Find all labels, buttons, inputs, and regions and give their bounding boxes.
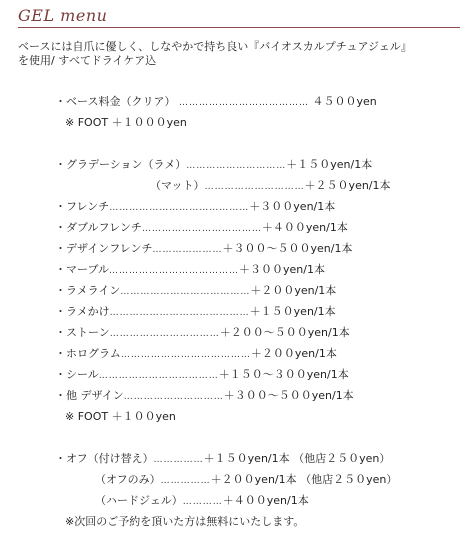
- menu-label: ・マーブル: [55, 263, 110, 276]
- menu-row: [55, 284, 336, 299]
- menu-row: [55, 158, 372, 173]
- menu-leader: …………………………: [204, 182, 305, 192]
- menu-label: ・ダブルフレンチ: [55, 221, 142, 234]
- menu-label: ・他 デザイン: [55, 389, 124, 402]
- menu-price: ＋３００yen/1本: [239, 263, 325, 276]
- menu-label: ・ホログラム: [55, 347, 121, 360]
- off-row: [95, 473, 397, 488]
- menu-label: ・ラメかけ: [55, 305, 110, 318]
- menu-price: ＋２００～５００yen/1本: [219, 326, 350, 339]
- menu-row: [55, 221, 348, 236]
- menu-row: [55, 347, 337, 362]
- off-label: （ハードジェル）: [95, 494, 183, 507]
- menu-price: ＋３００～５００yen/1本: [222, 242, 353, 255]
- menu-label: ・ラメライン: [55, 284, 121, 297]
- menu-label: ・シール: [55, 368, 99, 381]
- menu-label: ・ストーン: [55, 326, 110, 339]
- base-leader: …………………………………: [178, 98, 309, 108]
- intro-line-2: を使用/ すべてドライケア込: [18, 54, 157, 67]
- menu-row: [150, 179, 391, 194]
- menu-price: ＋３００yen/1本: [249, 200, 336, 213]
- page-title: GEL menu: [18, 6, 108, 25]
- intro-line-1: ベースには自爪に優しく、しなやかで持ち良い『バイオスカルプチュアジェル』: [18, 40, 412, 53]
- menu-price: ＋２００yen/1本: [250, 284, 337, 297]
- menu-price: ＋１５０～３００yen/1本: [218, 368, 349, 381]
- off-price: ＋４００yen/1本: [222, 494, 309, 507]
- menu-row: [55, 242, 352, 257]
- menu-leader: …………………………………: [120, 287, 251, 297]
- intro-text: [18, 40, 468, 68]
- menu-leader: ……………………………………: [109, 203, 250, 213]
- menu-row: [55, 368, 349, 383]
- menu-leader: …………………………………: [109, 266, 240, 276]
- menu-price: ＋３００～５００yen/1本: [223, 389, 354, 402]
- menu-leader: ………………………………: [98, 371, 219, 381]
- base-foot-note: ※ FOOT ＋１０００yen: [65, 116, 187, 129]
- menu-leader: ………………………………: [141, 224, 262, 234]
- free-off-note: ※次回のご予約を頂いた方は無料にいたします。: [65, 515, 305, 528]
- menu-label: （マット）: [150, 179, 205, 192]
- base-label: ・ベース料金（クリア）: [55, 95, 176, 108]
- menu-label: ・デザインフレンチ: [55, 242, 153, 255]
- menu-leader: ……………………………: [109, 329, 220, 339]
- base-price: ４５００yen: [312, 95, 377, 108]
- menu-row: [55, 326, 350, 341]
- menu-price: ＋１５０yen/1本: [249, 305, 336, 318]
- menu-price: ＋１５０yen/1本: [286, 158, 373, 171]
- menu-price: ＋４００yen/1本: [261, 221, 348, 234]
- off-leader: ……………: [153, 455, 204, 465]
- menu-row: [55, 263, 325, 278]
- off-note: （他店２５０yen）: [293, 452, 391, 465]
- menu-leader: ……………………………………: [109, 308, 250, 318]
- menu-price: ＋２００yen/1本: [250, 347, 337, 360]
- menu-price: ＋２５０yen/1本: [304, 179, 391, 192]
- menu-row: [55, 389, 354, 404]
- off-label: （オフのみ）: [95, 473, 161, 486]
- off-row: [55, 452, 390, 467]
- menu-leader: …………………………………: [120, 350, 251, 360]
- foot-design-note: ※ FOOT ＋１００yen: [65, 410, 176, 423]
- title-divider: [18, 27, 460, 28]
- menu-label: ・フレンチ: [55, 200, 110, 213]
- menu-row: [55, 305, 336, 320]
- off-leader: ……………: [160, 476, 211, 486]
- menu-leader: …………………: [152, 245, 223, 255]
- off-row: [95, 494, 309, 509]
- off-label: ・オフ（付け替え）: [55, 452, 154, 465]
- off-price: ＋１５０yen/1本: [203, 452, 290, 465]
- menu-leader: …………………………: [186, 161, 287, 171]
- base-price-row: [55, 95, 377, 110]
- off-leader: …………: [182, 497, 223, 507]
- menu-leader: …………………………: [123, 392, 224, 402]
- off-price: ＋２００yen/1本: [210, 473, 297, 486]
- menu-label: ・グラデーション（ラメ）: [55, 158, 187, 171]
- menu-row: [55, 200, 335, 215]
- off-note: （他店２５０yen）: [300, 473, 398, 486]
